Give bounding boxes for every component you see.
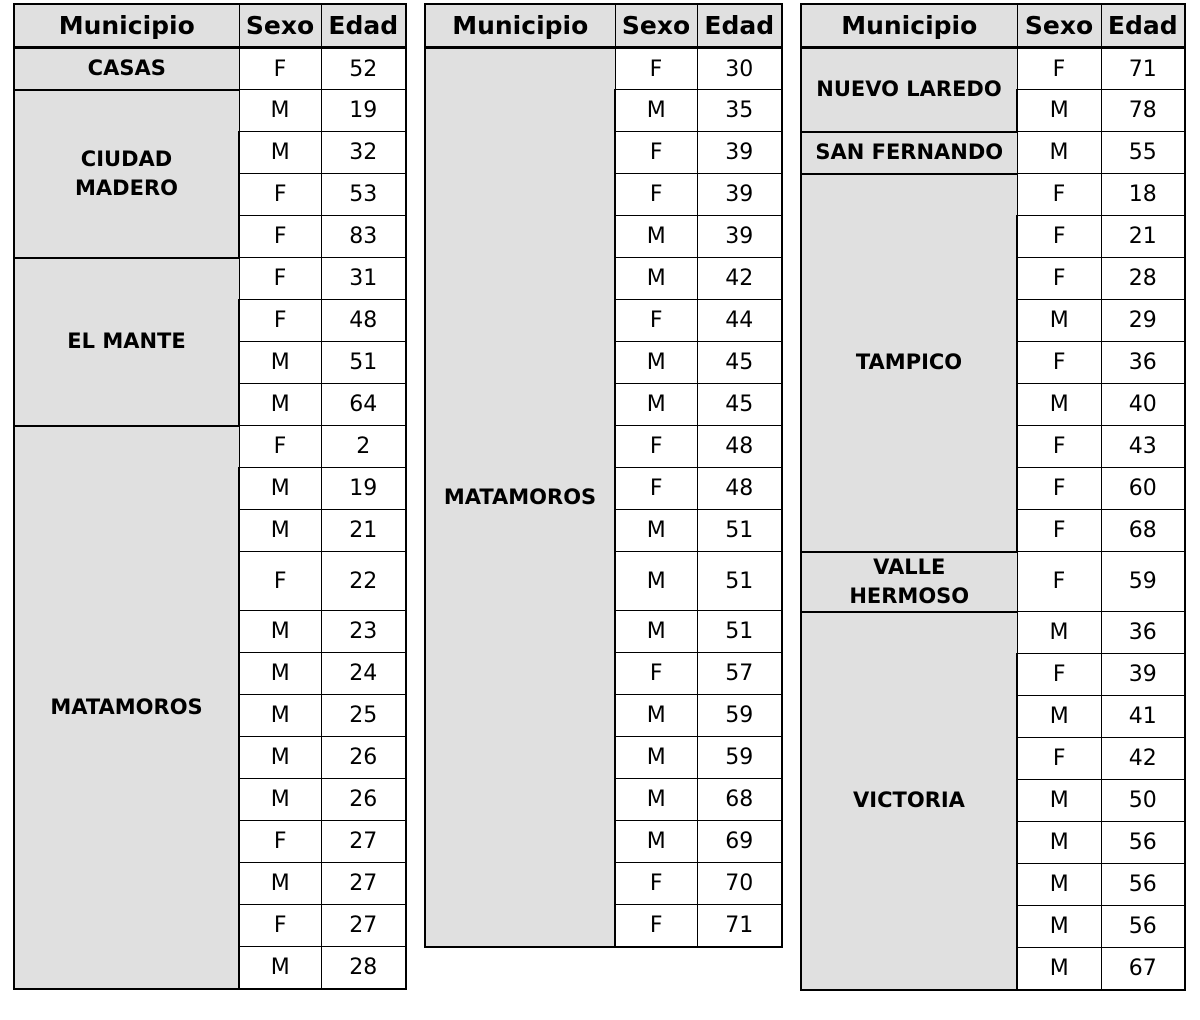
sexo-cell: F xyxy=(615,48,697,90)
sexo-cell: F xyxy=(615,426,697,468)
edad-cell: 51 xyxy=(321,342,406,384)
table-row xyxy=(801,48,1185,90)
sexo-cell: M xyxy=(239,653,321,695)
sexo-cell: F xyxy=(1017,48,1101,90)
sexo-cell: F xyxy=(239,216,321,258)
sexo-cell: F xyxy=(1017,216,1101,258)
edad-cell: 70 xyxy=(697,863,782,905)
sexo-cell: M xyxy=(1017,384,1101,426)
sexo-cell: M xyxy=(1017,90,1101,132)
header-sexo: Sexo xyxy=(1017,4,1101,48)
edad-cell: 39 xyxy=(1101,654,1185,696)
edad-cell: 45 xyxy=(697,342,782,384)
edad-cell: 52 xyxy=(321,48,406,90)
sexo-cell: F xyxy=(1017,654,1101,696)
edad-cell: 51 xyxy=(697,611,782,653)
edad-cell: 68 xyxy=(697,779,782,821)
edad-cell: 31 xyxy=(321,258,406,300)
sexo-cell: M xyxy=(239,695,321,737)
edad-cell: 83 xyxy=(321,216,406,258)
header-sexo: Sexo xyxy=(239,4,321,48)
table-row xyxy=(801,174,1185,216)
sexo-cell: F xyxy=(615,132,697,174)
edad-cell: 18 xyxy=(1101,174,1185,216)
sexo-cell: M xyxy=(1017,864,1101,906)
edad-cell: 51 xyxy=(697,552,782,611)
edad-cell: 24 xyxy=(321,653,406,695)
sexo-cell: M xyxy=(239,510,321,552)
edad-cell: 59 xyxy=(697,737,782,779)
data-table-1 xyxy=(13,3,407,990)
edad-cell: 69 xyxy=(697,821,782,863)
sexo-cell: F xyxy=(1017,468,1101,510)
sexo-cell: F xyxy=(615,468,697,510)
edad-cell: 21 xyxy=(1101,216,1185,258)
sexo-cell: M xyxy=(615,695,697,737)
edad-cell: 26 xyxy=(321,779,406,821)
edad-cell: 42 xyxy=(697,258,782,300)
edad-cell: 39 xyxy=(697,174,782,216)
table-row xyxy=(14,90,406,132)
edad-cell: 64 xyxy=(321,384,406,426)
table-row xyxy=(14,48,406,90)
sexo-cell: F xyxy=(615,905,697,947)
sexo-cell: F xyxy=(1017,426,1101,468)
edad-cell: 45 xyxy=(697,384,782,426)
table-row xyxy=(801,132,1185,174)
sexo-cell: M xyxy=(1017,948,1101,990)
sexo-cell: M xyxy=(1017,822,1101,864)
sexo-cell: M xyxy=(239,863,321,905)
sexo-cell: M xyxy=(239,132,321,174)
sexo-cell: M xyxy=(615,821,697,863)
edad-cell: 56 xyxy=(1101,864,1185,906)
sexo-cell: M xyxy=(1017,906,1101,948)
sexo-cell: M xyxy=(1017,132,1101,174)
sexo-cell: M xyxy=(615,737,697,779)
edad-cell: 51 xyxy=(697,510,782,552)
header-row xyxy=(801,4,1185,48)
sexo-cell: F xyxy=(615,863,697,905)
edad-cell: 23 xyxy=(321,611,406,653)
sexo-cell: F xyxy=(615,300,697,342)
municipio-cell: MATAMOROS xyxy=(14,426,239,989)
edad-cell: 60 xyxy=(1101,468,1185,510)
edad-cell: 71 xyxy=(697,905,782,947)
table-row xyxy=(801,612,1185,654)
sexo-cell: F xyxy=(239,174,321,216)
edad-cell: 78 xyxy=(1101,90,1185,132)
header-edad: Edad xyxy=(321,4,406,48)
edad-cell: 39 xyxy=(697,132,782,174)
sexo-cell: M xyxy=(239,384,321,426)
sexo-cell: M xyxy=(1017,300,1101,342)
sexo-cell: M xyxy=(239,90,321,132)
edad-cell: 40 xyxy=(1101,384,1185,426)
sexo-cell: F xyxy=(1017,510,1101,552)
municipio-cell: TAMPICO xyxy=(801,174,1017,552)
sexo-cell: F xyxy=(239,426,321,468)
sexo-cell: M xyxy=(239,611,321,653)
sexo-cell: F xyxy=(239,300,321,342)
edad-cell: 56 xyxy=(1101,822,1185,864)
edad-cell: 71 xyxy=(1101,48,1185,90)
municipio-cell: VALLE HERMOSO xyxy=(801,552,1017,612)
edad-cell: 26 xyxy=(321,737,406,779)
sexo-cell: M xyxy=(615,552,697,611)
edad-cell: 68 xyxy=(1101,510,1185,552)
edad-cell: 19 xyxy=(321,468,406,510)
table-row xyxy=(14,258,406,300)
sexo-cell: F xyxy=(1017,738,1101,780)
edad-cell: 35 xyxy=(697,90,782,132)
municipio-cell: EL MANTE xyxy=(14,258,239,426)
header-row xyxy=(425,4,782,48)
header-sexo: Sexo xyxy=(615,4,697,48)
sexo-cell: F xyxy=(1017,342,1101,384)
sexo-cell: F xyxy=(1017,552,1101,612)
sexo-cell: M xyxy=(239,947,321,989)
sexo-cell: M xyxy=(239,342,321,384)
header-row xyxy=(14,4,406,48)
sexo-cell: F xyxy=(239,552,321,611)
sexo-cell: M xyxy=(615,90,697,132)
edad-cell: 57 xyxy=(697,653,782,695)
edad-cell: 56 xyxy=(1101,906,1185,948)
sexo-cell: F xyxy=(239,905,321,947)
municipio-cell: CIUDAD MADERO xyxy=(14,90,239,258)
sexo-cell: M xyxy=(1017,612,1101,654)
edad-cell: 55 xyxy=(1101,132,1185,174)
edad-cell: 59 xyxy=(697,695,782,737)
sexo-cell: M xyxy=(1017,696,1101,738)
edad-cell: 39 xyxy=(697,216,782,258)
sexo-cell: M xyxy=(615,611,697,653)
sexo-cell: F xyxy=(239,821,321,863)
edad-cell: 43 xyxy=(1101,426,1185,468)
sexo-cell: F xyxy=(1017,258,1101,300)
header-municipio: Municipio xyxy=(14,4,239,48)
sexo-cell: F xyxy=(615,653,697,695)
edad-cell: 41 xyxy=(1101,696,1185,738)
header-municipio: Municipio xyxy=(801,4,1017,48)
edad-cell: 67 xyxy=(1101,948,1185,990)
edad-cell: 48 xyxy=(697,426,782,468)
municipio-cell: SAN FERNANDO xyxy=(801,132,1017,174)
table-row xyxy=(801,552,1185,612)
edad-cell: 59 xyxy=(1101,552,1185,612)
edad-cell: 27 xyxy=(321,863,406,905)
sexo-cell: F xyxy=(239,258,321,300)
edad-cell: 42 xyxy=(1101,738,1185,780)
edad-cell: 21 xyxy=(321,510,406,552)
edad-cell: 44 xyxy=(697,300,782,342)
sexo-cell: M xyxy=(239,737,321,779)
sexo-cell: F xyxy=(615,174,697,216)
header-municipio: Municipio xyxy=(425,4,615,48)
edad-cell: 27 xyxy=(321,905,406,947)
header-edad: Edad xyxy=(1101,4,1185,48)
sexo-cell: M xyxy=(1017,780,1101,822)
edad-cell: 48 xyxy=(321,300,406,342)
edad-cell: 53 xyxy=(321,174,406,216)
table-row xyxy=(425,48,782,90)
edad-cell: 48 xyxy=(697,468,782,510)
sexo-cell: M xyxy=(615,258,697,300)
edad-cell: 22 xyxy=(321,552,406,611)
edad-cell: 2 xyxy=(321,426,406,468)
edad-cell: 19 xyxy=(321,90,406,132)
data-table-2 xyxy=(424,3,783,948)
header-edad: Edad xyxy=(697,4,782,48)
municipio-cell: NUEVO LAREDO xyxy=(801,48,1017,132)
sexo-cell: F xyxy=(239,48,321,90)
sexo-cell: M xyxy=(615,510,697,552)
sexo-cell: M xyxy=(615,216,697,258)
municipio-cell: CASAS xyxy=(14,48,239,90)
edad-cell: 50 xyxy=(1101,780,1185,822)
sexo-cell: M xyxy=(615,384,697,426)
edad-cell: 28 xyxy=(1101,258,1185,300)
edad-cell: 32 xyxy=(321,132,406,174)
edad-cell: 29 xyxy=(1101,300,1185,342)
municipio-cell: MATAMOROS xyxy=(425,48,615,947)
edad-cell: 25 xyxy=(321,695,406,737)
sexo-cell: M xyxy=(239,468,321,510)
sexo-cell: F xyxy=(1017,174,1101,216)
edad-cell: 28 xyxy=(321,947,406,989)
edad-cell: 36 xyxy=(1101,342,1185,384)
edad-cell: 27 xyxy=(321,821,406,863)
edad-cell: 30 xyxy=(697,48,782,90)
table-row xyxy=(14,426,406,468)
sexo-cell: M xyxy=(615,342,697,384)
sexo-cell: M xyxy=(239,779,321,821)
edad-cell: 36 xyxy=(1101,612,1185,654)
data-table-3 xyxy=(800,3,1186,991)
municipio-cell: VICTORIA xyxy=(801,612,1017,990)
sexo-cell: M xyxy=(615,779,697,821)
